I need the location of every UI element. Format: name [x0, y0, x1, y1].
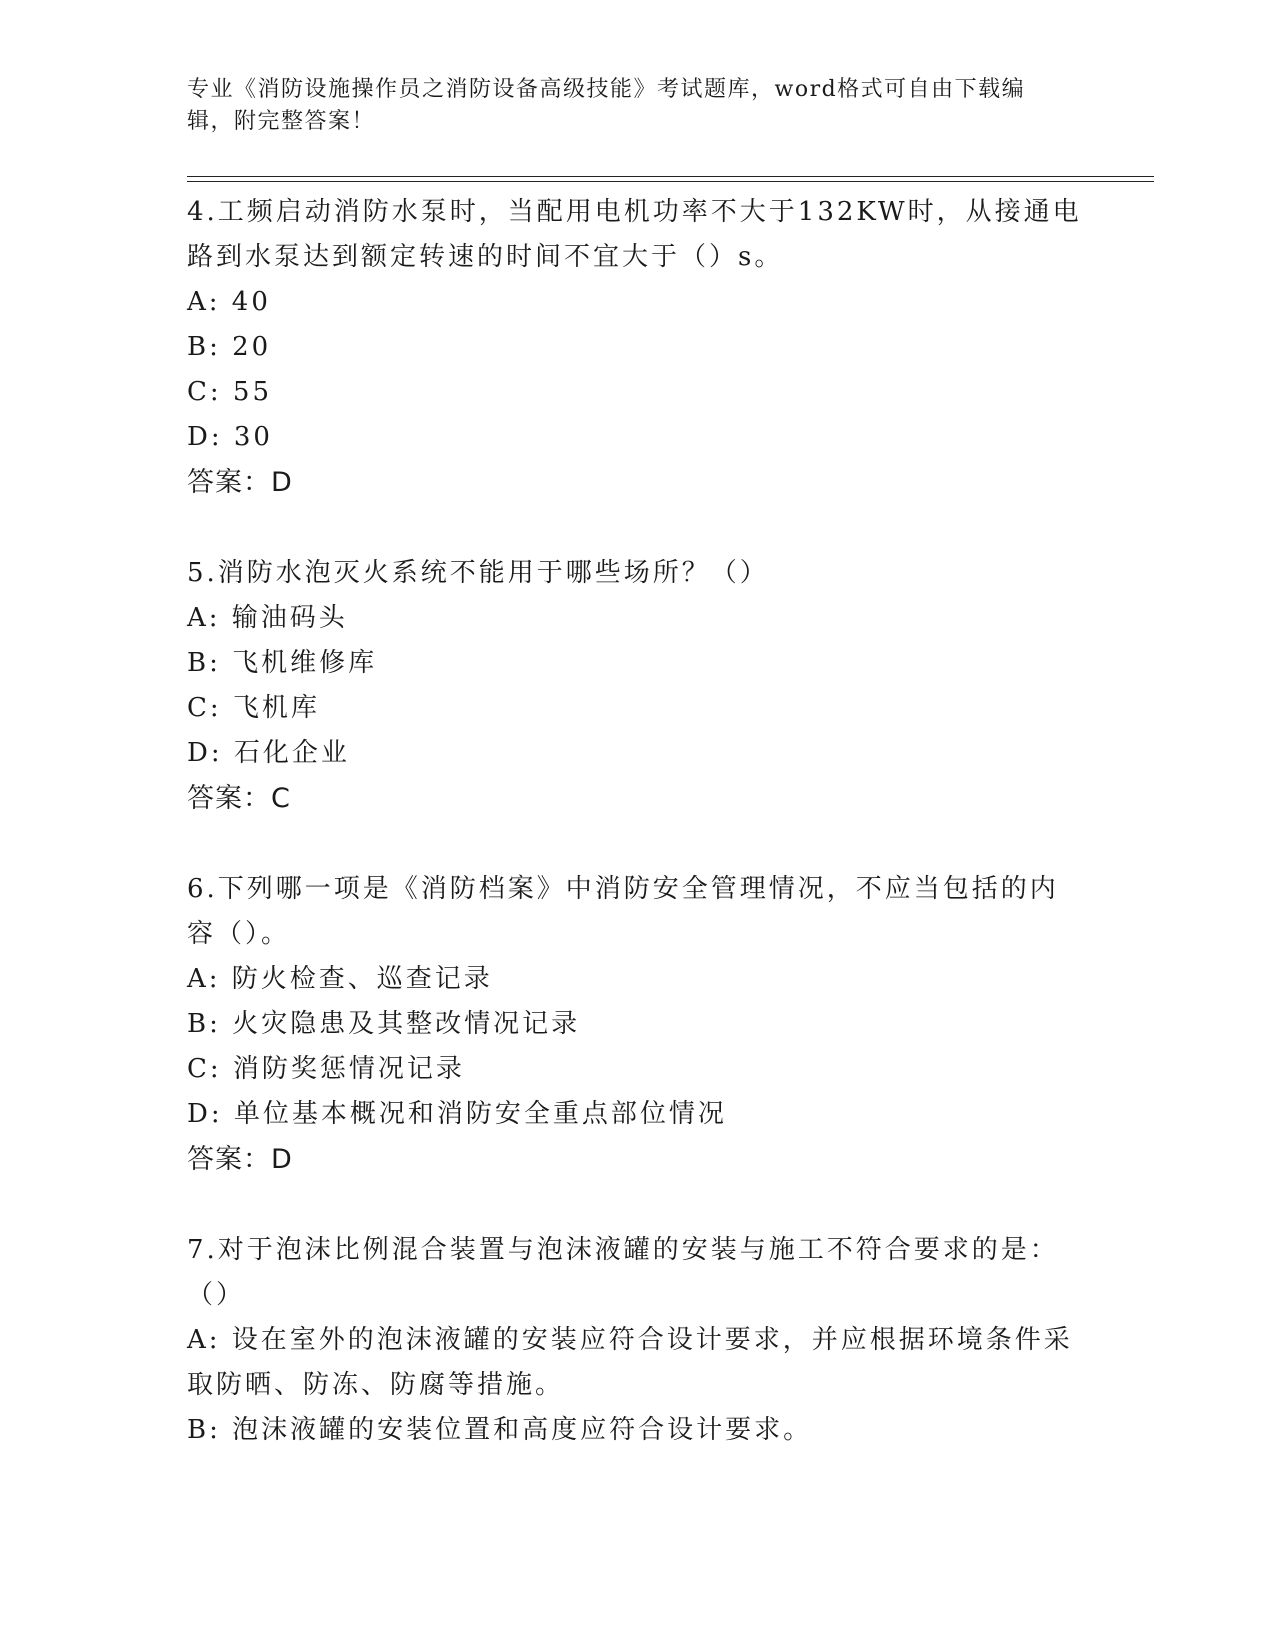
option-b: B: 泡沫液罐的安装位置和高度应符合设计要求。 — [187, 1415, 813, 1445]
option-c: C: 飞机库 — [187, 693, 320, 723]
option-c: C: 消防奖惩情况记录 — [187, 1054, 465, 1084]
header-divider-bottom — [187, 181, 1154, 182]
question-stem: 5.消防水泡灭火系统不能用于哪些场所？（） — [187, 558, 769, 588]
option-c: C: 55 — [187, 377, 273, 407]
header-divider-top — [187, 176, 1154, 177]
option-b: B: 20 — [187, 332, 272, 362]
answer-key: 答案：D — [187, 467, 293, 498]
option-d: D: 单位基本概况和消防安全重点部位情况 — [187, 1099, 727, 1129]
question-stem: 4.工频启动消防水泵时，当配用电机功率不大于132KW时，从接通电路到水泵达到额定转速的时间不宜大于（）s。 — [187, 197, 1082, 272]
question-stem: 6.下列哪一项是《消防档案》中消防安全管理情况，不应当包括的内容（）。 — [187, 874, 1059, 949]
question-stem: 7.对于泡沫比例混合装置与泡沫液罐的安装与施工不符合要求的是：（） — [187, 1235, 1059, 1310]
answer-key: 答案：C — [187, 783, 291, 814]
question-4 — [187, 190, 1087, 505]
option-d: D: 30 — [187, 422, 273, 452]
question-5 — [187, 551, 1087, 821]
option-a: A: 防火检查、巡查记录 — [187, 964, 493, 994]
option-a: A: 40 — [187, 287, 271, 317]
question-6 — [187, 867, 1087, 1182]
option-b: B: 火灾隐患及其整改情况记录 — [187, 1009, 581, 1039]
question-list — [187, 190, 1087, 1453]
option-a: A: 设在室外的泡沫液罐的安装应符合设计要求，并应根据环境条件采取防晒、防冻、防腐等措施。 — [187, 1325, 1073, 1400]
question-7 — [187, 1228, 1087, 1453]
document-intro: 专业《消防设施操作员之消防设备高级技能》考试题库，word格式可自由下载编辑，附完整答案！ — [187, 77, 1026, 134]
answer-key: 答案：D — [187, 1144, 293, 1175]
spacer — [187, 821, 1087, 867]
spacer — [187, 1182, 1087, 1228]
option-d: D: 石化企业 — [187, 738, 350, 768]
option-a: A: 输油码头 — [187, 603, 348, 633]
spacer — [187, 505, 1087, 551]
option-b: B: 飞机维修库 — [187, 648, 378, 678]
